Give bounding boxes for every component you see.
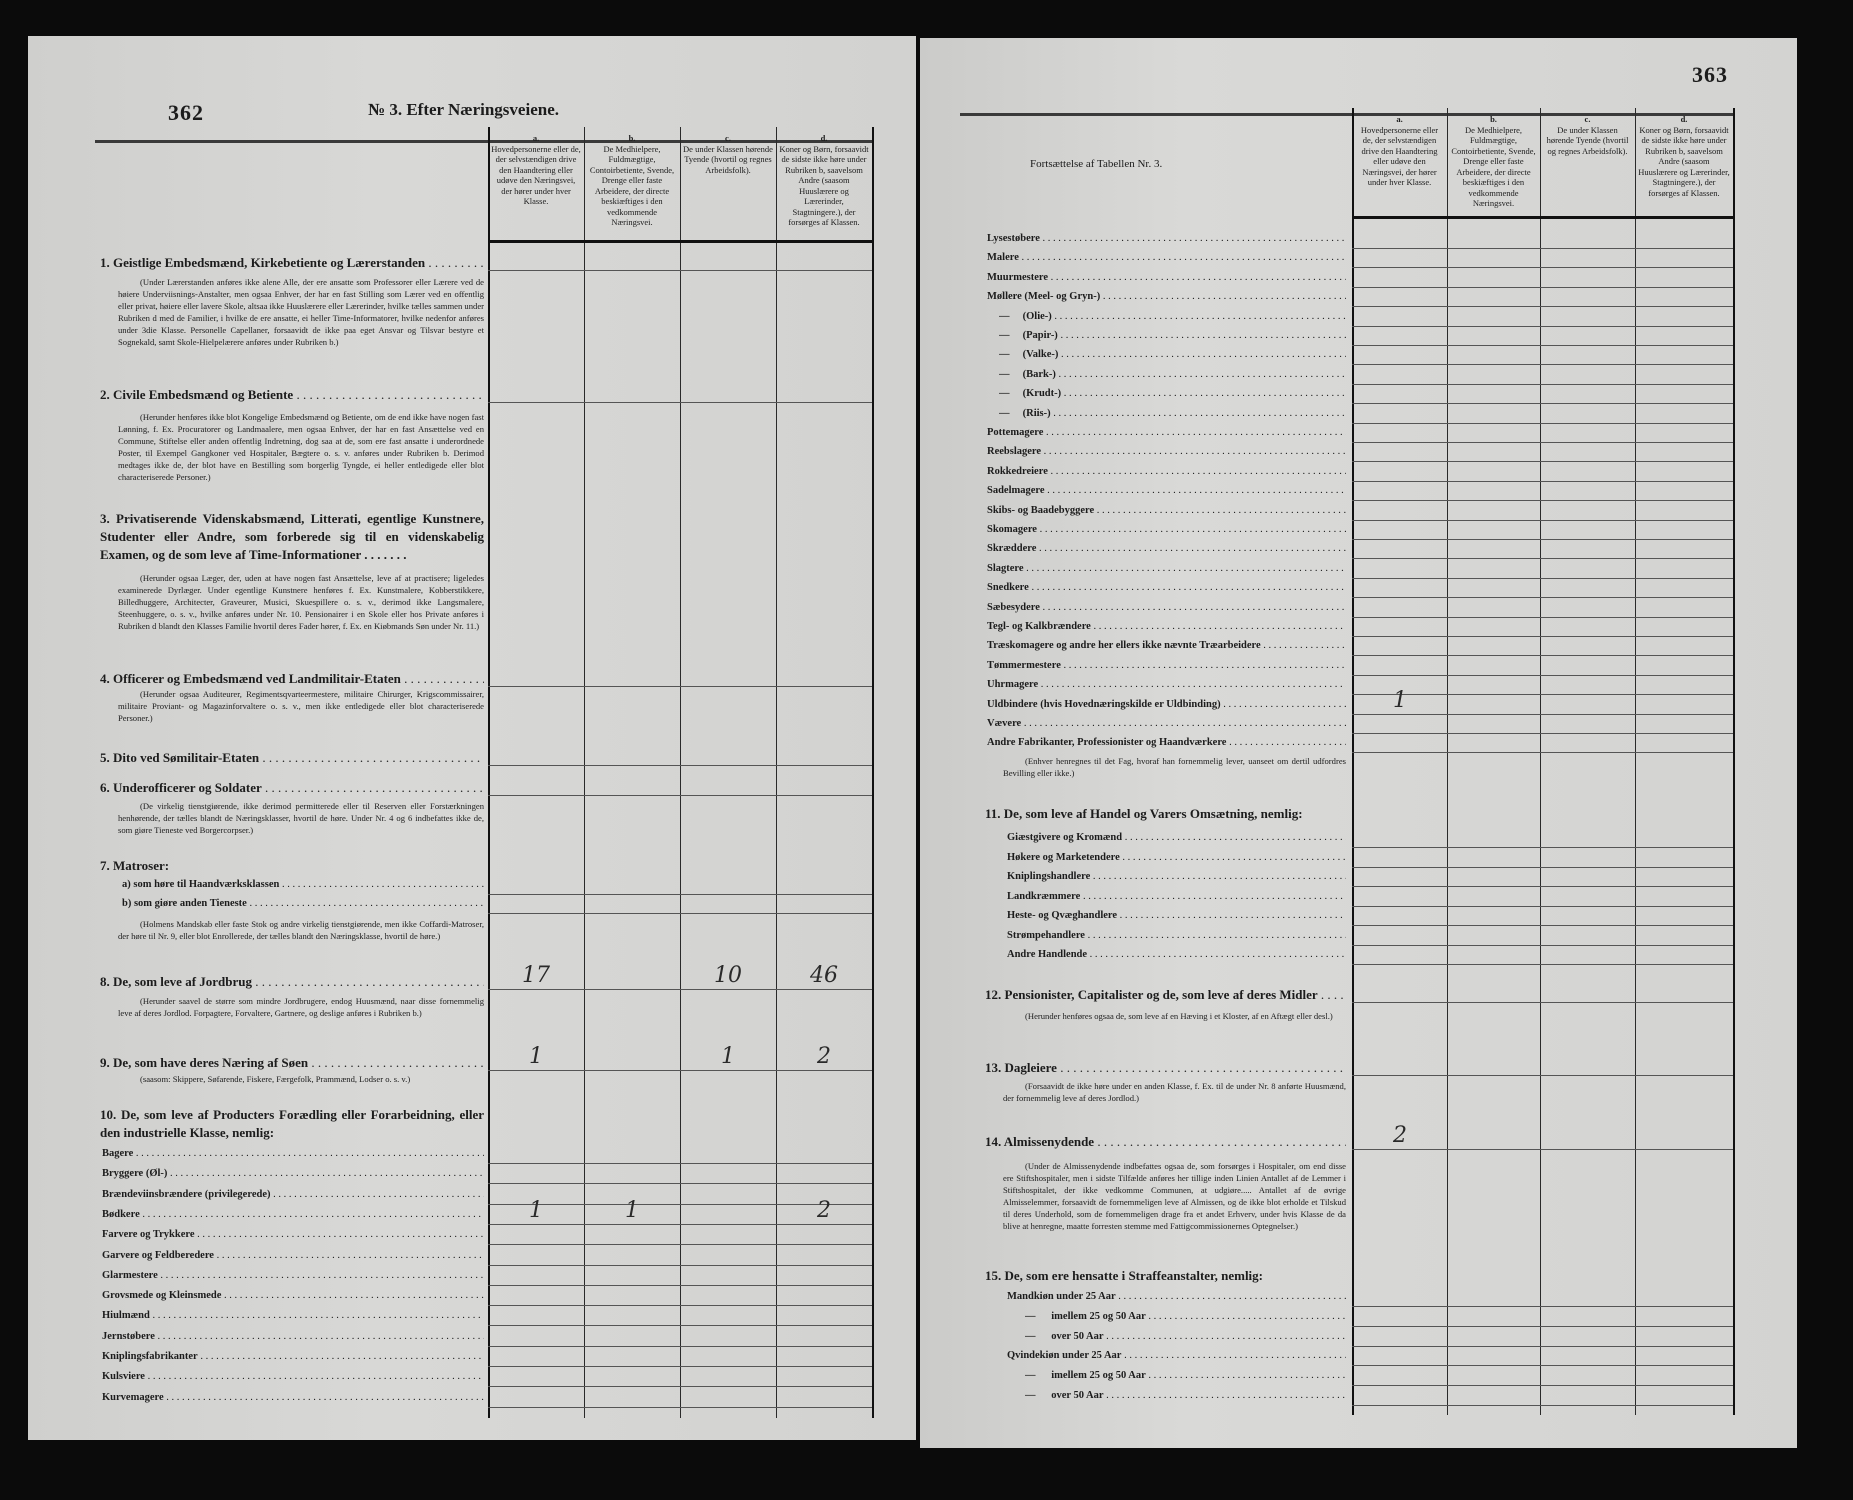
list-item: — over 50 Aar . . .: [1025, 1330, 1346, 1344]
list-item: Skomagere . . .: [987, 523, 1346, 537]
list-item: Bødkere . . .: [102, 1208, 484, 1222]
column-description: Hovedpersonerne eller de, der selvstændigen drive den Haandtering eller udøve den Næringsvei, der hører under hver Klasse.: [1360, 124, 1439, 187]
list-item: Skibs- og Baadebyggere . . .: [987, 504, 1346, 518]
column-description: De Medhielpere, Fuldmægtige, Contoirbetiente, Svende, Drenge eller faste Arbeidere, der directe beskiæftiges i den vedkommende Næringsvei.: [1451, 124, 1536, 208]
table-row-line: [488, 402, 872, 403]
table-row-line: [488, 1407, 872, 1408]
right-column-header-b: [1450, 114, 1537, 209]
table-row-line: [1352, 1346, 1733, 1347]
handwritten-value-a: 1: [529, 1197, 543, 1223]
table-row-line: [1352, 714, 1733, 715]
section-note: (Under Lærerstanden anføres ikke alene Alle, der ere ansatte som Professorer eller Lærere ved de høiere Underviisnings-Anstalter, men ogsaa Enhver, der har en fast Stilling som Lærer ved en offentlig eller privat, høiere eller lavere Skole, altsaa ikke Huuslærere eller Lærerinder, hvilke tælles sammen under Rubriken d med de Familier, i hvilke de ere ansatte, ei heller Time-Informatorer, hvilke nedenfor anføres under 3die Klasse. Personelle Capellaner, forsaavidt de ikke paa eget Ansvar og Tilsvar bestyre et Sognekald, samt Skole-Hielpelærere anføres under Rubriken b.): [118, 277, 484, 347]
section-heading: 11. De, som leve af Handel og Varers Omsætning, nemlig:: [985, 806, 1303, 821]
table-row-line: [1352, 306, 1733, 307]
table-row-line: [488, 1265, 872, 1266]
table-row-line: [1352, 636, 1733, 637]
table-row-line: [1352, 481, 1733, 482]
list-item: — (Olie-) . . .: [999, 310, 1346, 324]
table-row-line: [488, 989, 872, 990]
right-column-line: [1733, 108, 1735, 1415]
left-column-header-b: [587, 133, 677, 228]
table-row-line: [1352, 1075, 1733, 1076]
table-row-line: [1352, 964, 1733, 965]
right-column-header-d: [1638, 114, 1730, 198]
table-row-line: [1352, 326, 1733, 327]
table-row-line: [1352, 364, 1733, 365]
list-item: — (Krudt-) . . .: [999, 387, 1346, 401]
table-row-line: [488, 1163, 872, 1164]
table-row-line: [488, 270, 872, 271]
left-column-header-d: [779, 133, 869, 228]
list-item: Reebslagere . . .: [987, 445, 1346, 459]
list-item: Sæbesydere . . .: [987, 601, 1346, 615]
right-column-header-c: [1543, 114, 1632, 156]
table-row-line: [488, 1386, 872, 1387]
section-note: (Herunder ogsaa Auditeurer, Regimentsqvarteermestere, militaire Chirurger, Krigscommissairer, militaire Proviant- og Magazinforvaltere o. s. v., men ikke entledigede eller blot characteriserede Personer.): [118, 689, 484, 723]
column-letter: a.: [532, 133, 540, 143]
list-item: — (Bark-) . . .: [999, 368, 1346, 382]
table-row-line: [1352, 733, 1733, 734]
list-item: Glarmestere . . .: [102, 1269, 484, 1283]
list-item: Træskomagere og andre her ellers ikke nævnte Træarbeidere . . .: [987, 639, 1346, 653]
table-row-line: [488, 1224, 872, 1225]
table-row-line: [1352, 597, 1733, 598]
section-note: (Herunder ogsaa Læger, der, uden at have nogen fast Ansættelse, leve af at practisere; ligeledes examinerede Dyrlæger. Under egentlige Kunstnere henføres f. Ex. Kunstmalere, Kobberstikkere, Billedhuggere, Architecter, Graveurer, Musici, Skuespillere o. s. v., derimod ikke Langsmalere, Steenhuggere, o. s. v., hvilke anføres under Nr. 10. Pensionairer i en Skole eller hos Private anføres i Rubriken d blandt den Klasses Familie hvortil deres Fader hører, f. Ex. en Kiøbmands Søn under Nr. 11.): [118, 573, 484, 631]
list-item: Kulsviere . . .: [102, 1370, 484, 1384]
left-column-header-a: [491, 133, 581, 207]
table-row-line: [1352, 403, 1733, 404]
handwritten-value-a: 2: [1393, 1123, 1407, 1148]
table-row-line: [1352, 1365, 1733, 1366]
column-letter: c.: [1584, 114, 1591, 124]
section-note: (Herunder saavel de større som mindre Jordbrugere, endog Huusmænd, naar disse fornemmelig leve af deres Jordlod. Forpagtere, Forvaltere, Gartnere, og deslige anføres i Rubriken b.): [118, 996, 484, 1018]
list-item: — (Riis-) . . .: [999, 407, 1346, 421]
list-item: Kniplingshandlere . . .: [1007, 870, 1346, 884]
table-row-line: [1352, 655, 1733, 656]
list-item: Snedkere . . .: [987, 581, 1346, 595]
table-row-line: [488, 1244, 872, 1245]
right-column-line: [1447, 108, 1448, 1415]
table-row-line: [1352, 752, 1733, 753]
table-row-line: [1352, 267, 1733, 268]
section-heading: 2. Civile Embedsmænd og Betiente . . .: [100, 386, 484, 404]
section-heading: 9. De, som have deres Næring af Søen . . .: [100, 1054, 484, 1072]
list-item: Rokkedreiere . . .: [987, 465, 1346, 479]
table-row-line: [488, 1305, 872, 1306]
column-letter: a.: [1396, 114, 1403, 124]
section-note: (Holmens Mandskab eller faste Stok og andre virkelig tienstgiørende, men ikke Coffardi-Matroser, der høre til Nr. 9, eller blot Enrollerede, der tælles blandt den Næringsklasse, hvortil de høre.): [118, 919, 484, 941]
table-row-line: [488, 686, 872, 687]
table-row-line: [1352, 1405, 1733, 1406]
right-header-bottom-line: [1352, 216, 1735, 219]
handwritten-value-d: 46: [810, 963, 838, 988]
table-row-line: [1352, 558, 1733, 559]
table-row-line: [1352, 520, 1733, 521]
column-description: De Medhielpere, Fuldmægtige, Contoirbetiente, Svende, Drenge eller faste Arbeidere, der directe beskiæftiges i den vedkommende Næringsvei.: [589, 143, 675, 227]
list-item: Andre Handlende . . .: [1007, 948, 1346, 962]
handwritten-value-b: 1: [625, 1197, 639, 1223]
table-row-line: [1352, 442, 1733, 443]
table-row-line: [488, 913, 872, 914]
table-row-line: [488, 795, 872, 796]
section-heading: 5. Dito ved Sømilitair-Etaten . . .: [100, 749, 484, 767]
table-row-line: [1352, 847, 1733, 848]
list-item: Slagtere . . .: [987, 562, 1346, 576]
list-item: Tegl- og Kalkbrændere . . .: [987, 620, 1346, 634]
list-item: Jernstøbere . . .: [102, 1330, 484, 1344]
list-item: Mandkiøn under 25 Aar . . .: [1007, 1290, 1346, 1304]
list-item: Hiulmænd . . .: [102, 1309, 484, 1323]
handwritten-value-c: 1: [721, 1044, 735, 1069]
list-item: Møllere (Meel- og Gryn-) . . .: [987, 290, 1346, 304]
table-row-line: [1352, 287, 1733, 288]
section-note: (Under de Almissenydende indbefattes ogsaa de, som forsørges i Hospitaler, om end disse ere Stiftshospitaler, men i sidste Tilfælde anføres her tillige inden Linien Antallet af de Lemmer i Stiftshospitalet, der ikke vedkomme Communen, at udgiøre..... Antallet af de øvrige Almisselemmer, forsaavidt de fornemmeligen leve af Almissen, og de ikke blot erholde et Tilskud til deres Underhold, som de fornemmeligen drage fra et andet Erhverv, under hvis Klasse de da blive at henregne, maatte forresten stemme med Fattigcommissionernes Optegnelser.): [1003, 1161, 1346, 1231]
table-row-line: [1352, 384, 1733, 385]
section-note: (Enhver henregnes til det Fag, hvoraf han fornemmelig lever, uanseet om dertil udfordres Bevilling eller ikke.): [1003, 756, 1346, 778]
list-item: — (Papir-) . . .: [999, 329, 1346, 343]
list-item: — (Valke-) . . .: [999, 348, 1346, 362]
handwritten-value-d: 2: [817, 1044, 831, 1069]
section-heading: 7. Matroser:: [100, 858, 170, 873]
table-row-line: [1352, 617, 1733, 618]
column-description: Koner og Børn, forsaavidt de sidste ikke høre under Rubriken b, saavelsom Andre (saasom Huuslærere og Lærerinder, Stagtningere.), der forsørges af Klassen.: [779, 143, 869, 227]
list-item: b) som giøre anden Tieneste . . .: [122, 897, 484, 911]
table-row-line: [1352, 945, 1733, 946]
list-item: Sadelmagere . . .: [987, 484, 1346, 498]
table-row-line: [1352, 886, 1733, 887]
column-letter: d.: [820, 133, 828, 143]
table-row-line: [488, 1325, 872, 1326]
page-number-right: 363: [1692, 62, 1728, 87]
list-item: Garvere og Feldberedere . . .: [102, 1249, 484, 1263]
table-row-line: [1352, 500, 1733, 501]
right-column-header-a: [1355, 114, 1444, 188]
table-row-line: [1352, 906, 1733, 907]
list-item: — over 50 Aar . . .: [1025, 1389, 1346, 1403]
list-item: Pottemagere . . .: [987, 426, 1346, 440]
list-item: a) som høre til Haandværksklassen . . .: [122, 878, 484, 892]
column-letter: d.: [1680, 114, 1688, 124]
list-item: Brændeviinsbrændere (privilegerede) . . .: [102, 1188, 484, 1202]
table-row-line: [488, 1285, 872, 1286]
list-item: Landkræmmere . . .: [1007, 890, 1346, 904]
list-item: Kurvemagere . . .: [102, 1391, 484, 1405]
list-item: Bryggere (Øl-) . . .: [102, 1167, 484, 1181]
list-item: Kniplingsfabrikanter . . .: [102, 1350, 484, 1364]
column-description: De under Klassen hørende Tyende (hvortil og regnes Arbeidsfolk).: [683, 143, 773, 175]
list-item: Muurmestere . . .: [987, 271, 1346, 285]
column-description: Hovedpersonerne eller de, der selvstændigen drive den Haandtering eller udøve den Næringsvei, der hører under hver Klasse.: [491, 143, 581, 206]
list-item: Qvindekiøn under 25 Aar . . .: [1007, 1349, 1346, 1363]
list-item: Tømmermestere . . .: [987, 659, 1346, 673]
table-row-line: [1352, 1149, 1733, 1150]
table-row-line: [1352, 675, 1733, 676]
list-item: Grovsmede og Kleinsmede . . .: [102, 1289, 484, 1303]
table-row-line: [488, 1183, 872, 1184]
column-description: De under Klassen hørende Tyende (hvortil og regnes Arbeidsfolk).: [1546, 124, 1629, 156]
table-row-line: [1352, 1002, 1733, 1003]
page-title-left: № 3. Efter Næringsveiene.: [368, 100, 559, 119]
list-item: Heste- og Qvæghandlere . . .: [1007, 909, 1346, 923]
list-item: — imellem 25 og 50 Aar . . .: [1025, 1369, 1346, 1383]
section-heading: 13. Dagleiere . . .: [985, 1059, 1346, 1077]
list-item: Bagere . . .: [102, 1147, 484, 1161]
handwritten-value-d: 2: [817, 1197, 831, 1223]
right-column-line: [1540, 108, 1541, 1415]
table-row-line: [1352, 925, 1733, 926]
table-row-line: [1352, 1385, 1733, 1386]
left-header-bottom-line: [488, 240, 874, 243]
table-row-line: [1352, 1306, 1733, 1307]
table-row-line: [488, 1366, 872, 1367]
left-column-header-c: [683, 133, 773, 175]
section-note: (Forsaavidt de ikke høre under en anden Klasse, f. Ex. til de under Nr. 8 anførte Huusmænd, der fornemmelig leve af deres Jordlod.): [1003, 1081, 1346, 1103]
column-letter: b.: [1490, 114, 1497, 124]
page-number-left: 362: [168, 100, 204, 125]
list-item: Skræddere . . .: [987, 542, 1346, 556]
table-row-line: [488, 894, 872, 895]
right-column-line: [1352, 108, 1354, 1415]
right-column-line: [1635, 108, 1636, 1415]
section-heading: 1. Geistlige Embedsmænd, Kirkebetiente og Lærerstanden . . .: [100, 254, 484, 272]
section-heading: 6. Underofficerer og Soldater . . .: [100, 779, 484, 797]
section-heading: 3. Privatiserende Videnskabsmænd, Litterati, egentlige Kunstnere, Studenter eller Andre, som forberede sig til en videnskabelig Examen, og de som leve af Time-Informationer . . . . . . .: [100, 511, 484, 562]
list-item: Vævere . . .: [987, 717, 1346, 731]
table-row-line: [1352, 867, 1733, 868]
page-title-right: Fortsættelse af Tabellen Nr. 3.: [1030, 158, 1163, 170]
section-heading: 15. De, som ere hensatte i Straffeanstalter, nemlig:: [985, 1268, 1263, 1283]
list-item: Lysestøbere . . .: [987, 232, 1346, 246]
column-description: Koner og Børn, forsaavidt de sidste ikke høre under Rubriken b, saavelsom Andre (saasom Huuslærere og Lærerinder, Stagtningere.), der forsørges af Klassen.: [1638, 124, 1730, 198]
list-item: Farvere og Trykkere . . .: [102, 1228, 484, 1242]
column-letter: b.: [628, 133, 636, 143]
table-row-line: [488, 1346, 872, 1347]
column-letter: c.: [725, 133, 731, 143]
section-note: (Herunder henføres ogsaa de, som leve af en Hæving i et Kloster, af en Aftægt eller desl.): [1025, 1011, 1333, 1021]
handwritten-value-a: 1: [529, 1044, 543, 1069]
list-item: Uldbindere (hvis Hovednæringskilde er Uldbinding) . . .: [987, 698, 1346, 712]
section-heading: 14. Almissenydende . . .: [985, 1133, 1346, 1151]
table-row-line: [1352, 461, 1733, 462]
list-item: Høkere og Marketendere . . .: [1007, 851, 1346, 865]
section-heading: 10. De, som leve af Producters Forædling eller Forarbeidning, eller den industrielle Klasse, nemlig:: [100, 1107, 484, 1140]
table-row-line: [1352, 1326, 1733, 1327]
section-heading: 8. De, som leve af Jordbrug . . .: [100, 973, 484, 991]
table-row-line: [488, 1070, 872, 1071]
left-column-line: [872, 127, 874, 1418]
list-item: Malere . . .: [987, 251, 1346, 265]
section-heading: 4. Officerer og Embedsmænd ved Landmilitair-Etaten . . .: [100, 670, 484, 688]
section-note: (De virkelig tienstgiørende, ikke derimod permitterede eller til Reserven eller Forstærkningen henhørende, der tælles blandt de Næringsklasser, hvortil de høre. Under Nr. 4 og 6 indbefattes ikke de, som giøre Tieneste ved Borgercorpser.): [118, 801, 484, 835]
table-row-line: [1352, 345, 1733, 346]
table-row-line: [1352, 578, 1733, 579]
table-row-line: [488, 765, 872, 766]
handwritten-value-c: 10: [714, 963, 742, 988]
list-item: Andre Fabrikanter, Professionister og Haandværkere . . .: [987, 736, 1346, 750]
list-item: Strømpehandlere . . .: [1007, 929, 1346, 943]
list-item: Giæstgivere og Kromænd . . .: [1007, 831, 1346, 845]
handwritten-value-a: 17: [522, 963, 550, 988]
section-note: (saasom: Skippere, Søfarende, Fiskere, Færgefolk, Prammænd, Lodser o. s. v.): [140, 1074, 411, 1084]
handwritten-value-a: 1: [1393, 687, 1407, 713]
table-row-line: [1352, 248, 1733, 249]
table-row-line: [1352, 539, 1733, 540]
table-row-line: [1352, 423, 1733, 424]
list-item: Uhrmagere . . .: [987, 678, 1346, 692]
list-item: — imellem 25 og 50 Aar . . .: [1025, 1310, 1346, 1324]
section-note: (Herunder henføres ikke blot Kongelige Embedsmænd og Betiente, om de end ikke have nogen fast Lønning, f. Ex. Procuratorer og Landmaalere, men ogsaa Enhver, der har en fast Ansættelse ved en Commune, Stiftelse eller anden offentlig Indretning, dog saa at de, som ere fast ansatte i underordnede Poster, til Exempel Gangkoner ved Hospitaler, Bægtere o. s. v. anføres under Rubriken b. Derimod medtages ikke de, der blot have en Bestilling som borgerlig Tyngde, ei heller entledigede eller blot characteriserede Personer.): [118, 412, 484, 482]
section-heading: 12. Pensionister, Capitalister og de, som leve af deres Midler . . .: [985, 986, 1346, 1004]
